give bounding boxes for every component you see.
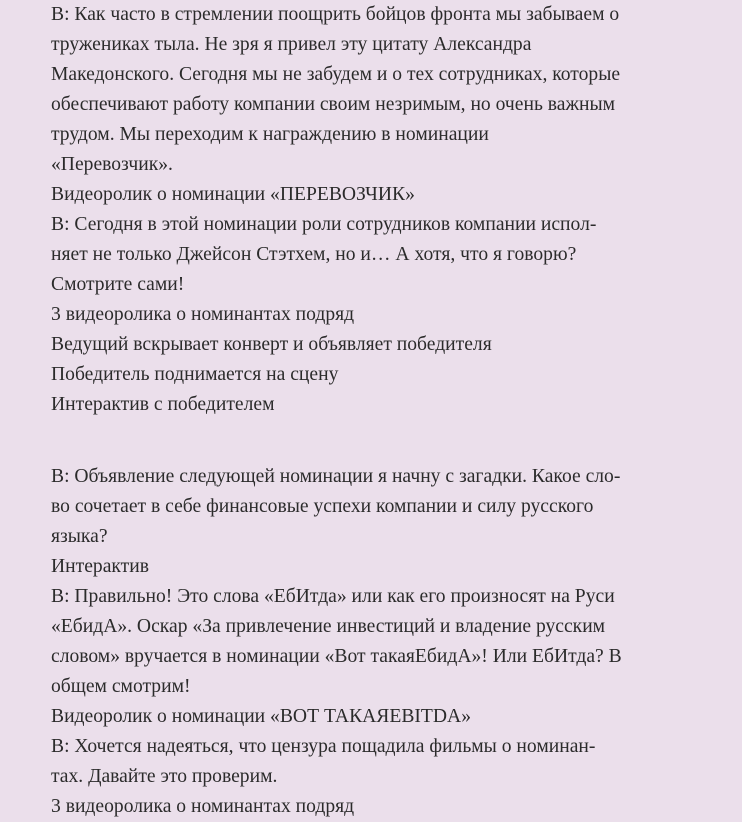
text-line: обеспечивают работу компании своим незримым, но очень важным — [51, 94, 616, 115]
video-cue-line: Видеоролик о номинации «ВОТ ТАКАЯEBITDA» — [51, 706, 472, 727]
text-line: В: Хочется надеяться, что цензура пощадила фильмы о номинан- — [51, 736, 596, 757]
stage-direction-line: Победитель поднимается на сцену — [51, 364, 339, 385]
text-line: словом» вручается в номинации «Вот такаяЕбидА»! Или ЕбИтда? В — [51, 646, 622, 667]
section-ebitda — [51, 462, 742, 822]
text-line: Македонского. Сегодня мы не забудем и о тех сотрудниках, которые — [51, 64, 621, 85]
section-perevozchik — [51, 0, 742, 420]
text-line: Смотрите сами! — [51, 274, 185, 295]
video-cue-line: Видеоролик о номинации «ПЕРЕВОЗЧИК» — [51, 184, 415, 205]
text-line: В: Объявление следующей номинации я начну с загадки. Какое сло- — [51, 466, 621, 487]
text-line: «ЕбидА». Оскар «За привлечение инвестиций и владение русским — [51, 616, 606, 637]
stage-direction-line: Интерактив с победителем — [51, 394, 275, 415]
text-line: трудом. Мы переходим к награждению в номинации — [51, 124, 489, 145]
stage-direction-line: Интерактив — [51, 556, 149, 577]
text-line: тружениках тыла. Не зря я привел эту цитату Александра — [51, 34, 532, 55]
text-line: «Перевозчик». — [51, 154, 173, 175]
text-line: во сочетает в себе финансовые успехи компании и силу русского — [51, 496, 594, 517]
stage-direction-line: 3 видеоролика о номинантах подряд — [51, 796, 355, 817]
text-line: языка? — [51, 526, 108, 547]
text-line: В: Правильно! Это слова «ЕбИтда» или как его произносят на Руси — [51, 586, 615, 607]
text-line: тах. Давайте это проверим. — [51, 766, 278, 787]
text-line: общем смотрим! — [51, 676, 191, 697]
stage-direction-line: 3 видеоролика о номинантах подряд — [51, 304, 355, 325]
text-line: В: Сегодня в этой номинации роли сотрудников компании испол- — [51, 214, 597, 235]
text-line: няет не только Джейсон Стэтхем, но и… А хотя, что я говорю? — [51, 244, 577, 265]
text-line: В: Как часто в стремлении поощрить бойцов фронта мы забываем о — [51, 4, 620, 25]
stage-direction-line: Ведущий вскрывает конверт и объявляет победителя — [51, 334, 492, 355]
